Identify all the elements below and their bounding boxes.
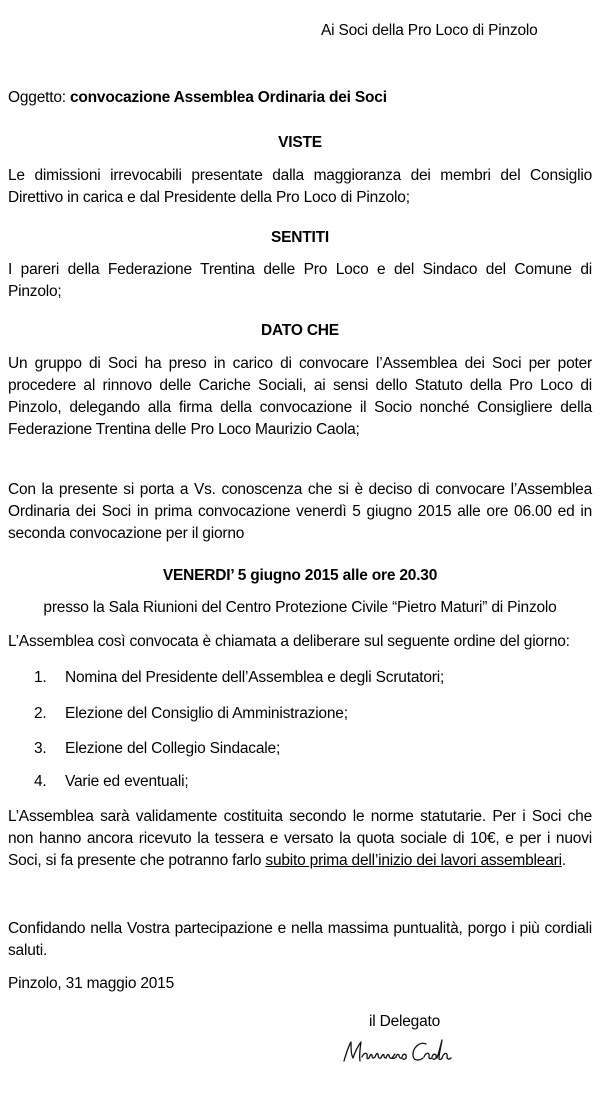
- agenda-item: [34, 667, 574, 689]
- paragraph-sentiti: I pareri della Federazione Trentina delle Pro Loco e del Sindaco del Comune di Pinzolo;: [8, 261, 592, 300]
- subject-line: [8, 87, 593, 109]
- agenda-item-text: Elezione del Consiglio di Amministrazione;: [65, 705, 348, 722]
- agenda-item-text: Varie ed eventuali;: [65, 773, 189, 790]
- paragraph-viste: Le dimissioni irrevocabili presentate dalla maggioranza dei membri del Consiglio Direttivo in carica e dal Presidente della Pro Loco di Pinzolo;: [8, 167, 592, 206]
- agenda-item: [34, 738, 574, 760]
- signature-image: [338, 1034, 478, 1070]
- agenda-item-text: Nomina del Presidente dell’Assemblea e degli Scrutatori;: [65, 669, 445, 686]
- meeting-place: presso la Sala Riunioni del Centro Protezione Civile “Pietro Maturi” di Pinzolo: [43, 599, 557, 616]
- paragraph-dato-che: Un gruppo di Soci ha preso in carico di convocare l’Assemblea dei Soci per poter procedere al rinnovo delle Cariche Sociali, ai sensi dello Statuto della Pro Loco di Pinzolo, delegando alla firma della convocazione il Socio nonché Consigliere della Federazione Trentina delle Pro Loco Maurizio Caola;: [8, 355, 592, 438]
- heading-sentiti: SENTITI: [270, 229, 330, 246]
- agenda-item: [34, 703, 574, 725]
- meeting-datetime: VENERDI’ 5 giugno 2015 alle ore 20.30: [162, 567, 438, 584]
- heading-viste: VISTE: [278, 134, 322, 151]
- place-date: Pinzolo, 31 maggio 2015: [8, 975, 175, 992]
- heading-dato-che: DATO CHE: [261, 322, 339, 339]
- paragraph-validity: [8, 806, 592, 872]
- subject-value: convocazione Assemblea Ordinaria dei Soci: [69, 89, 387, 106]
- validity-underlined-text: subito prima dell’inizio dei lavori assembleari: [265, 852, 562, 869]
- agenda-item-number: 2.: [34, 705, 47, 722]
- recipient-line: Ai Soci della Pro Loco di Pinzolo: [321, 22, 538, 39]
- agenda-item-number: 1.: [34, 669, 47, 686]
- validity-text: L’Assemblea sarà validamente costituita secondo le norme statutarie. Per i Soci che non hanno ancora ricevuto la tessera e versato la quota sociale di 10€, e per i nuovi Soci, si fa presente che potranno farlo: [8, 808, 592, 869]
- paragraph-convocazione: Con la presente si porta a Vs. conoscenza che si è deciso di convocare l’Assemblea Ordinaria dei Soci in prima convocazione venerdì 5 giugno 2015 alle ore 06.00 ed in seconda convocazione per il giorno: [8, 481, 592, 542]
- agenda-intro: L’Assemblea così convocata è chiamata a deliberare sul seguente ordine del giorno:: [8, 633, 570, 650]
- agenda-item-number: 4.: [34, 773, 47, 790]
- validity-end: .: [561, 852, 566, 869]
- agenda-item: [34, 771, 574, 793]
- agenda-item-number: 3.: [34, 740, 47, 757]
- paragraph-closing: Confidando nella Vostra partecipazione e nella massima puntualità, porgo i più cordiali saluti.: [8, 920, 592, 959]
- agenda-item-text: Elezione del Collegio Sindacale;: [65, 740, 281, 757]
- subject-label: Oggetto:: [8, 89, 66, 106]
- delegate-label: il Delegato: [369, 1013, 441, 1030]
